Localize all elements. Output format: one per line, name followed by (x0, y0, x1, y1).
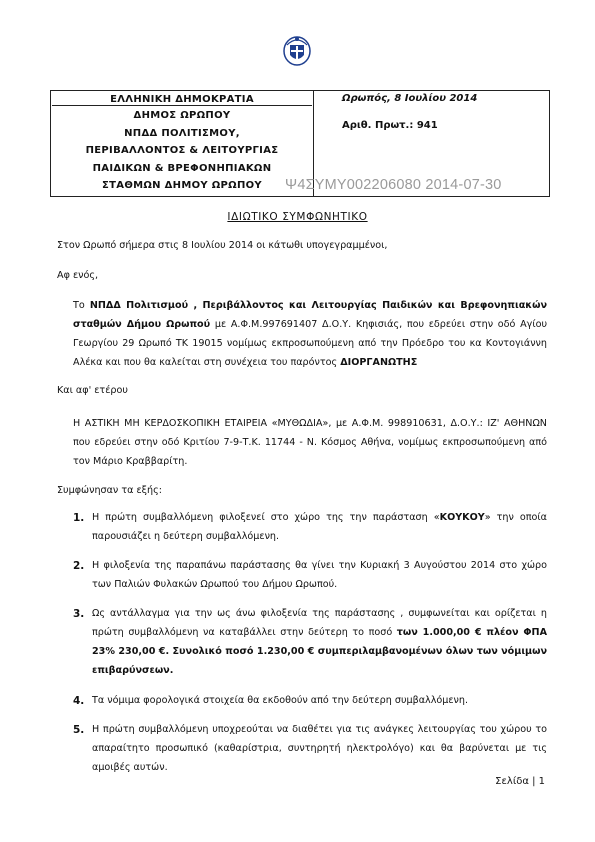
party-a-paragraph (73, 296, 547, 372)
list-item (92, 691, 547, 710)
list-item (92, 720, 547, 777)
item-bold-text: ΚΟΥΚΟΥ (439, 512, 485, 523)
issuer-line: ΕΛΛΗΝΙΚΗ ΔΗΜΟΚΡΑΤΙΑ (110, 94, 254, 105)
party-b-label: Και αφ' ετέρου (57, 385, 128, 396)
item-number: 5. (73, 724, 85, 736)
ada-watermark: Ψ4ΣΥΜΥ002206080 2014-07-30 (285, 177, 502, 193)
issuer-line: ΔΗΜΟΣ ΩΡΩΠΟΥ (133, 110, 231, 121)
agreed-label: Συμφώνησαν τα εξής: (57, 485, 162, 496)
list-item (92, 556, 547, 594)
issuer-line: ΠΑΙΔΙΚΩΝ & ΒΡΕΦΟΝΗΠΙΑΚΩΝ (92, 162, 272, 174)
issuer-cell (51, 91, 314, 197)
party-a-role: ΔΙΟΡΓΑΝΩΤΗΣ (340, 357, 418, 368)
issuer-line: ΠΕΡΙΒΑΛΛΟΝΤΟΣ & ΛΕΙΤΟΥΡΓΙΑΣ (85, 145, 279, 156)
party-b-paragraph: Η ΑΣΤΙΚΗ ΜΗ ΚΕΡΔΟΣΚΟΠΙΚΗ ΕΤΑΙΡΕΙΑ «ΜΥΘΩΔΙΑ», με Α.Φ.Μ. 998910631, Δ.Ο.Υ.: ΙΖ' ΑΘΗΝΩΝ που εδρεύει στην οδό Κριτίου 7-9-Τ.Κ. 11744 - Ν. Κόσμος Αθήνα, νομίμως εκπροσωπούμενη από τον Μάριο Κραββαρίτη. (73, 418, 547, 467)
item-number: 2. (73, 560, 85, 572)
item-text: Η φιλοξενία της παραπάνω παράστασης θα γίνει την Κυριακή 3 Αυγούστου 2014 στο χώρο των Παλιών Φυλακών Ωρωπού του Δήμου Ωρωπού. (92, 560, 547, 590)
document-title: ΙΔΙΩΤΙΚΟ ΣΥΜΦΩΝΗΤΙΚΟ (227, 211, 368, 223)
item-bold-text: των 1.000,00 € πλέον ΦΠΑ 23% 230,00 €. Συνολικό ποσό 1.230,00 € συμπεριλαμβανομένων όλων των νόμιμων επιβαρύνσεων. (92, 627, 547, 676)
list-item (92, 604, 547, 680)
party-a-details: με Α.Φ.Μ.997691407 Δ.Ο.Υ. Κηφισιάς, που εδρεύει στην οδό Αγίου Γεωργίου 29 Ωρωπό ΤΚ 19015 νομίμως εκπροσωπούμενη από την Πρόεδρο του κα Κοντογιάννη Αλέκα και που θα καλείται στη συνέχεια του παρόντος (73, 319, 548, 368)
item-number: 3. (73, 608, 85, 620)
item-text: Η πρώτη συμβαλλόμενη υποχρεούται να διαθέτει για τις ανάγκες λειτουργίας του χώρου το απαραίτητο προσωπικό (καθαρίστρια, συντηρητή ηλεκτρολόγο) και θα βαρύνεται με τις αμοιβές αυτών. (92, 724, 547, 773)
party-a-label: Αφ ενός, (57, 270, 99, 281)
issuer-line: ΣΤΑΘΜΩΝ ΔΗΜΟΥ ΩΡΩΠΟΥ (102, 180, 262, 191)
intro-paragraph: Στον Ωρωπό σήμερα στις 8 Ιουλίου 2014 οι κάτωθι υπογεγραμμένοι, (57, 240, 388, 251)
item-text-end: » την οποία παρουσιάζει η δεύτερη συμβαλλόμενη. (92, 512, 547, 542)
list-item (92, 508, 547, 546)
item-number: 4. (73, 695, 85, 707)
place-date: Ωρωπός, 8 Ιουλίου 2014 (342, 93, 478, 104)
item-text: Ως αντάλλαγμα για την ως άνω φιλοξενία της παράστασης , συμφωνείται και ορίζεται η πρώτη συμβαλλόμενη να καταβάλλει στην δεύτερη το ποσό (92, 608, 547, 638)
item-text: Η πρώτη συμβαλλόμενη φιλοξενεί στο χώρο της την παράσταση « (92, 512, 440, 523)
party-a-name: ΝΠΔΔ Πολιτισμού , Περιβάλλοντος και Λειτουργίας Παιδικών και Βρεφονηπιακών σταθμών Δήμου Ωρωπού (73, 300, 547, 330)
item-text: Τα νόμιμα φορολογικά στοιχεία θα εκδοθούν από την δεύτερη συμβαλλόμενη. (92, 695, 469, 706)
party-a-prefix: Το (73, 300, 85, 311)
item-number: 1. (73, 512, 85, 524)
greek-emblem-icon (282, 33, 312, 67)
protocol-number: Αριθ. Πρωτ.: 941 (342, 120, 438, 131)
issuer-line: ΝΠΔΔ ΠΟΛΙΤΙΣΜΟΥ, (124, 127, 240, 139)
page-number: Σελίδα | 1 (495, 776, 545, 787)
